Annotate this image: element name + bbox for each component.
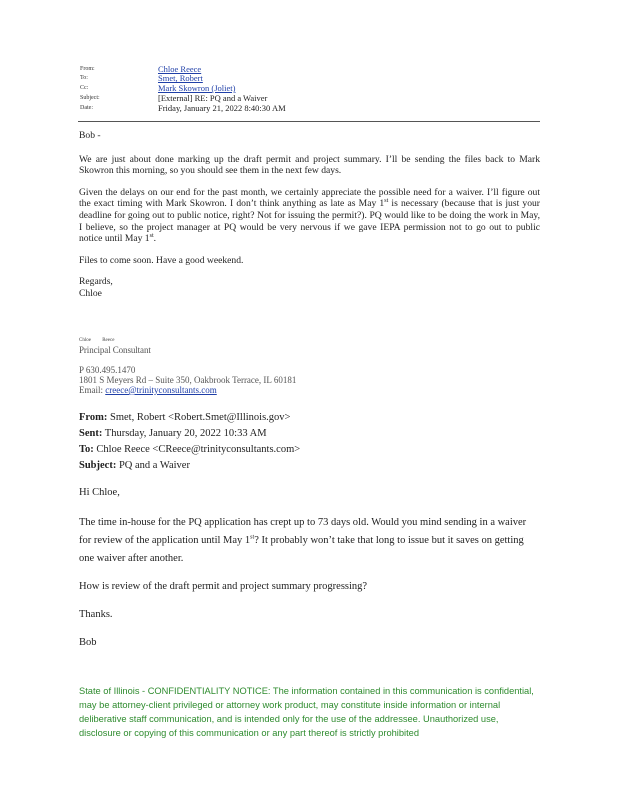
to-value[interactable]: Smet, Robert (158, 73, 203, 83)
fwd-para2: How is review of the draft permit and project summary progressing? (79, 581, 368, 592)
signature-first: Chloe (79, 338, 91, 343)
reply-para1: We are just about done marking up the draft permit and project summary. I’ll be sending the files back to Mark Skowron this morning, so you should see them in the next few days. (79, 153, 540, 177)
fwd-subject-row (79, 458, 539, 474)
fwd-from-value: Smet, Robert <Robert.Smet@Illinois.gov> (110, 412, 291, 423)
reply-closing: Regards, (79, 276, 113, 288)
reply-para2 (79, 187, 540, 245)
date-label: Date: (80, 105, 93, 111)
signature-phone: P 630.495.1470 (79, 365, 136, 375)
cc-value[interactable]: Mark Skowron (Joliet) (158, 83, 236, 93)
subject-label: Subject: (80, 95, 100, 101)
cc-label: Cc: (80, 85, 89, 91)
fwd-to-row (79, 442, 539, 458)
forwarded-body (79, 484, 539, 652)
date-value: Friday, January 21, 2022 8:40:30 AM (158, 103, 286, 113)
fwd-subject-label: Subject: (79, 460, 117, 471)
fwd-from-label: From: (79, 412, 108, 423)
from-value[interactable]: Chloe Reece (158, 64, 202, 74)
to-label: To: (80, 75, 88, 81)
signature-address: 1801 S Meyers Rd – Suite 350, Oakbrook Terrace, IL 60181 (79, 375, 297, 385)
fwd-thanks: Thanks. (79, 609, 113, 620)
signature-email-link[interactable]: creece@trinityconsultants.com (105, 385, 217, 395)
fwd-greeting: Hi Chloe, (79, 487, 120, 498)
fwd-sign: Bob (79, 637, 97, 648)
forwarded-header (79, 410, 539, 474)
reply-para2-sup2: st (149, 232, 154, 239)
fwd-para1-b: ? It probably won’t take that long to issue but it saves on getting one waiver after another. (79, 535, 524, 564)
fwd-para1 (79, 514, 539, 568)
header-divider (78, 121, 540, 122)
reply-para2-a: Given the delays on our end for the past month, we certainly appreciate the possible need for a waiver. I’ll figure out the exact timing with Mark Skowron. I don’t think anything as late as May 1 (79, 186, 540, 210)
reply-greeting: Bob - (79, 130, 101, 141)
signature-name (79, 338, 539, 343)
fwd-to-label: To: (79, 444, 94, 455)
reply-para3: Files to come soon. Have a good weekend. (79, 254, 244, 266)
fwd-sent-label: Sent: (79, 428, 103, 439)
reply-name: Chloe (79, 287, 102, 299)
fwd-to-value: Chloe Reece <CReece@trinityconsultants.com> (96, 444, 301, 455)
signature-email-row (79, 385, 539, 395)
fwd-para1-sup: st (250, 534, 255, 541)
reply-para2-b: is necessary (because that is just your deadline for going out to public notice, right? Not for issuing the permit?). PQ would like to be doing the work in May, I believe, so the project manager at PQ would be very nervous if we gave IEPA permission not to go out to public notice until May 1 (79, 198, 541, 245)
signature-block (79, 338, 539, 395)
signature-email-label: Email: (79, 385, 103, 395)
fwd-para1-a: The time in-house for the PQ application has crept up to 73 days old. Would you mind sending in a waiver for review of the application until May 1 (79, 517, 527, 546)
signature-last: Reece (102, 338, 115, 343)
fwd-sent-row (79, 426, 539, 442)
fwd-sent-value: Thursday, January 20, 2022 10:33 AM (104, 428, 267, 439)
signature-title: Principal Consultant (79, 345, 151, 355)
subject-value: [External] RE: PQ and a Waiver (158, 93, 268, 103)
confidentiality-notice: State of Illinois - CONFIDENTIALITY NOTICE: The information contained in this communication is confidential, may be attorney-client privileged or attorney work product, may constitute inside information or internal deliberative staff communication, and is intended only for the use of the addressee. Unauthorized use, disclosure or copying of this communication or any part thereof is strictly prohibited (79, 686, 534, 738)
reply-body (79, 130, 540, 300)
from-label: From: (80, 66, 95, 72)
reply-para2-sup1: st (384, 198, 389, 205)
fwd-from-row (79, 410, 539, 426)
reply-para2-c: . (153, 233, 157, 245)
fwd-subject-value: PQ and a Waiver (118, 460, 190, 471)
